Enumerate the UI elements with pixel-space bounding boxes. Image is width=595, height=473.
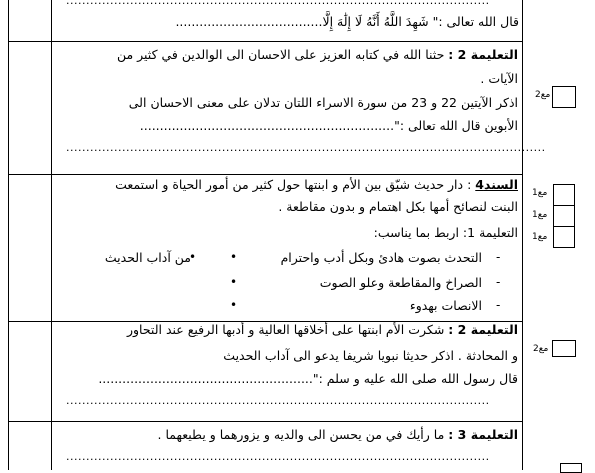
match-dot[interactable]: • <box>230 275 238 289</box>
match-item-3: الانصات بهدوء <box>409 298 482 313</box>
score-box[interactable] <box>552 86 576 108</box>
instruction-label: التعليمة 2 : <box>448 322 518 337</box>
score-box[interactable] <box>553 205 575 227</box>
answer-dots: .......................................................................................................... <box>66 450 490 463</box>
score-box[interactable] <box>560 463 582 473</box>
instruction-line-2: و المحادثة . اذكر حديثا نبويا شريفا يدعو الى آداب الحديث <box>223 348 518 363</box>
row-divider-1 <box>8 41 523 42</box>
score-box[interactable] <box>553 184 575 206</box>
instruction-line-3: اذكر الآيتين 22 و 23 من سورة الاسراء اللتان تدلان على معنى الاحسان الى <box>128 95 518 110</box>
dash-bullet: - <box>496 275 501 289</box>
instruction-3-text <box>158 427 518 443</box>
table-right-border <box>522 0 523 470</box>
match-target: من آداب الحديث <box>104 250 191 265</box>
instruction-line-3: قال رسول الله صلى الله عليه و سلم :"...................................................... <box>98 371 518 386</box>
answer-dots: ........................................................................................................................ <box>66 141 546 154</box>
instruction-line-1: ما رأيك في من يحسن الى والديه و يزورهما و يطيعهما . <box>157 427 445 442</box>
instruction-2-text <box>117 47 518 63</box>
criterion-mark: مع1 <box>532 188 548 198</box>
criterion-mark: مع2 <box>535 90 551 100</box>
criterion-mark: مع1 <box>532 232 548 242</box>
score-box[interactable] <box>552 340 576 357</box>
match-item-2: الصراخ والمقاطعة وعلو الصوت <box>319 275 482 290</box>
criterion-mark: مع2 <box>533 344 549 354</box>
score-box[interactable] <box>553 226 575 248</box>
sanad-label: السند4 <box>475 177 518 192</box>
instruction-2b-text <box>127 322 518 338</box>
table-left-border <box>8 0 9 470</box>
answer-dots: .......................................................................................................... <box>66 394 490 407</box>
column-divider <box>51 0 52 470</box>
match-item-1: التحدث بصوت هادئ وبكل أدب واحترام <box>280 250 482 265</box>
criterion-mark: مع1 <box>532 210 548 220</box>
match-dot[interactable]: • <box>189 250 197 264</box>
match-dot[interactable]: • <box>230 250 238 264</box>
instruction-line-2: الآيات . <box>480 71 518 86</box>
instruction-line-4: الأبوين قال الله تعالى :"................................................................ <box>139 118 518 133</box>
sanad-line-1: : دار حديث شيّق بين الأم و ابنتها حول كثير من أمور الحياة و استمعت <box>115 177 472 192</box>
match-dot[interactable]: • <box>230 298 238 312</box>
row-divider-2 <box>8 174 523 175</box>
row-divider-4 <box>8 421 523 422</box>
answer-dots: .......................................................................................................... <box>66 0 490 7</box>
instruction-1: التعليمة 1: اربط بما يناسب: <box>373 225 518 240</box>
instruction-label: التعليمة 3 : <box>448 427 518 442</box>
instruction-line-1: شكرت الأم ابنتها على أخلاقها العالية و أدبها الرفيع عند التحاور <box>126 322 445 337</box>
dash-bullet: - <box>496 250 501 264</box>
quote-line: قال الله تعالى :" شَهِدَ اللَّهُ أَنَّهُ لَا إِلَٰهَ إِلَّا..................................... <box>175 14 519 29</box>
sanad-4-text <box>115 177 518 193</box>
sanad-line-2: البنت لنصائح أمها بكل اهتمام و بدون مقاطعة . <box>278 199 518 214</box>
dash-bullet: - <box>496 298 501 312</box>
instruction-label: التعليمة 2 : <box>448 47 518 62</box>
instruction-line-1: حثنا الله في كتابه العزيز على الاحسان الى الوالدين في كثير من <box>116 47 445 62</box>
